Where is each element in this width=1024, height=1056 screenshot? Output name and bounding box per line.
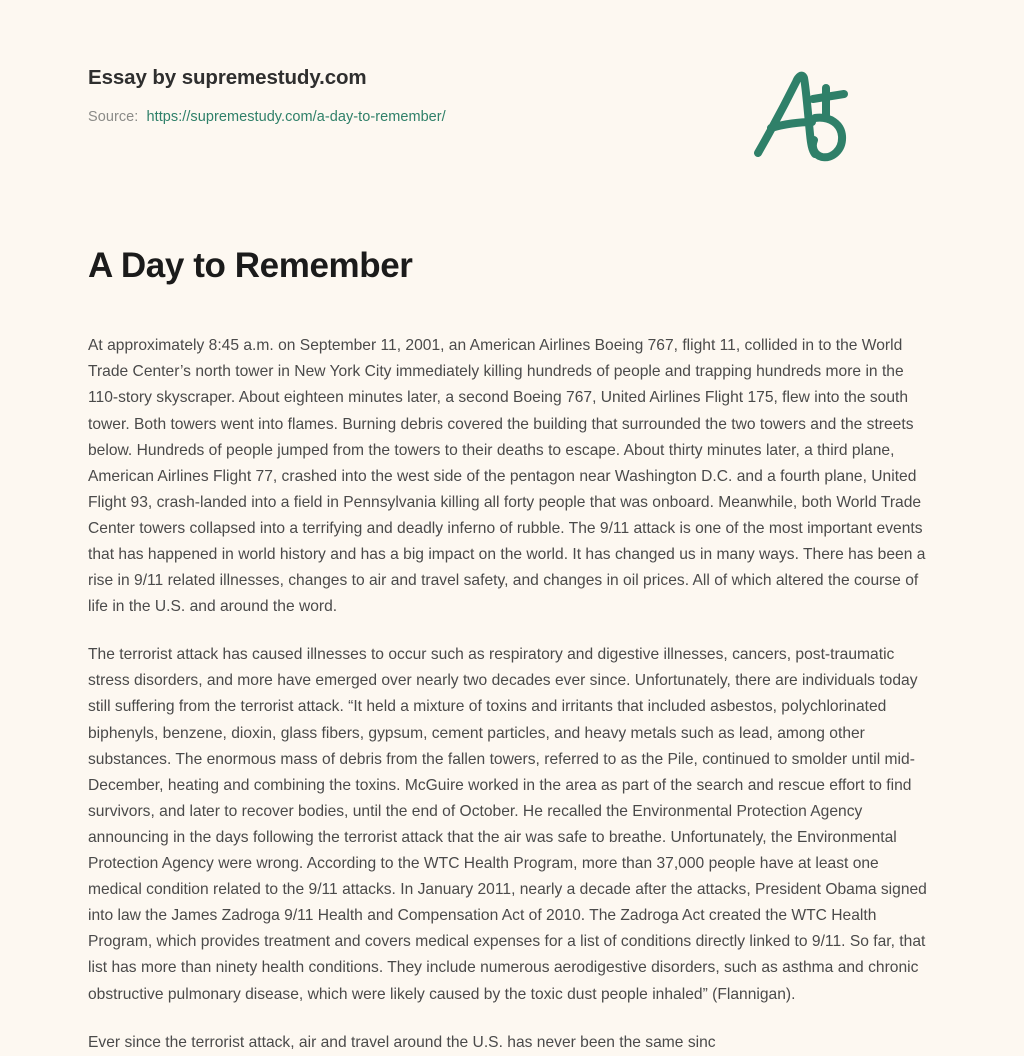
- paragraph: The terrorist attack has caused illnesses to occur such as respiratory and digestive illnesses, cancers, post-traumatic stress disorders, and more have emerged over nearly two decades ever since. Unfortunately, there are individuals today still suffering from the terrorist attack. “It held a mixture of toxins and irritants that included asbestos, polychlorinated biphenyls, benzene, dioxin, glass fibers, gypsum, cement particles, and heavy metals such as lead, among other substances. The enormous mass of debris from the fallen towers, referred to as the Pile, continued to smolder until mid-December, heating and combining the toxins. McGuire worked in the area as part of the search and rescue effort to find survivors, and later to recover bodies, until the end of October. He recalled the Environmental Protection Agency announcing in the days following the terrorist attack that the air was safe to breathe. Unfortunately, the Environmental Protection Agency were wrong. According to the WTC Health Program, more than 37,000 people have at least one medical condition related to the 9/11 attacks. In January 2011, nearly a decade after the attacks, President Obama signed into law the James Zadroga 9/11 Health and Compensation Act of 2010. The Zadroga Act created the WTC Health Program, which provides treatment and covers medical expenses for a list of conditions directly linked to 9/11. So far, that list has more than ninety health conditions. They include numerous aerodigestive disorders, such as asthma and chronic obstructive pulmonary disease, which were likely caused by the toxic dust people inhaled” (Flannigan).: [88, 646, 927, 1003]
- byline: Essay by supremestudy.com: [88, 66, 367, 89]
- a-plus-logo-icon[interactable]: [744, 58, 864, 168]
- paragraph: Ever since the terrorist attack, air and travel around the U.S. has never been the same sinc: [88, 1033, 716, 1051]
- article: [88, 246, 936, 1056]
- paragraph: At approximately 8:45 a.m. on September 11, 2001, an American Airlines Boeing 767, flight 11, collided in to the World Trade Center’s north tower in New York City immediately killing hundreds of people and trapping hundreds more in the 110-story skyscraper. About eighteen minutes later, a second Boeing 767, United Airlines Flight 175, flew into the south tower. Both towers went into flames. Burning debris covered the building that surrounded the two towers and the streets below. Hundreds of people jumped from the towers to their deaths to escape. About thirty minutes later, a third plane, American Airlines Flight 77, crashed into the west side of the pentagon near Washington D.C. and a fourth plane, United Flight 93, crash-landed into a field in Pennsylvania killing all forty people that was onboard. Meanwhile, both World Trade Center towers collapsed into a terrifying and deadly inferno of rubble. The 9/11 attack is one of the most important events that has happened in world history and has a big impact on the world. It has changed us in many ways. There has been a rise in 9/11 related illnesses, changes to air and travel safety, and changes in oil prices. All of which altered the course of life in the U.S. and around the word.: [88, 337, 926, 616]
- source-label: Source:: [88, 108, 139, 125]
- source-url-link[interactable]: https://supremestudy.com/a-day-to-remember/: [146, 108, 446, 125]
- page-title: A Day to Remember: [88, 246, 413, 285]
- site-header: [88, 0, 936, 186]
- article-body: [88, 333, 936, 1055]
